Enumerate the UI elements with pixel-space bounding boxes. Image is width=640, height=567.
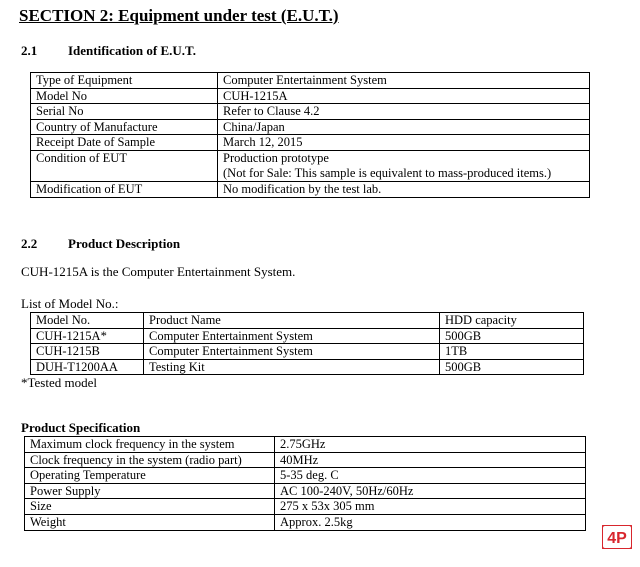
table-row	[25, 514, 586, 530]
table-row	[31, 135, 590, 151]
table-row	[31, 181, 590, 197]
eut-value-line: (Not for Sale: This sample is equivalent to mass-produced items.)	[223, 165, 552, 180]
table-row	[31, 104, 590, 120]
spec-value: AC 100-240V, 50Hz/60Hz	[275, 483, 586, 499]
table-row	[31, 88, 590, 104]
eut-value-line: Production prototype	[223, 150, 329, 165]
table-row	[31, 119, 590, 135]
table-row	[25, 452, 586, 468]
eut-value: Refer to Clause 4.2	[218, 104, 590, 120]
subsection-2-1-heading	[21, 43, 196, 59]
tested-model-note: *Tested model	[21, 375, 97, 390]
eut-value: March 12, 2015	[218, 135, 590, 151]
eut-label: Serial No	[31, 104, 218, 120]
spec-value: 40MHz	[275, 452, 586, 468]
eut-label: Condition of EUT	[31, 150, 218, 181]
spec-value: 5-35 deg. C	[275, 468, 586, 484]
spec-value: 2.75GHz	[275, 437, 586, 453]
spec-label: Weight	[25, 514, 275, 530]
spec-label: Size	[25, 499, 275, 515]
product-specification-table	[24, 436, 586, 531]
table-row	[31, 150, 590, 181]
table-row	[25, 437, 586, 453]
eut-value: No modification by the test lab.	[218, 181, 590, 197]
table-row	[31, 359, 584, 375]
eut-identification-table	[30, 72, 590, 198]
spec-value: 275 x 53x 305 mm	[275, 499, 586, 515]
product-name-cell: Testing Kit	[144, 359, 440, 375]
spec-label: Operating Temperature	[25, 468, 275, 484]
model-list-label: List of Model No.:	[21, 296, 119, 311]
table-row	[25, 499, 586, 515]
table-row	[31, 73, 590, 89]
spec-value: Approx. 2.5kg	[275, 514, 586, 530]
product-name-cell: Computer Entertainment System	[144, 344, 440, 360]
section-title: SECTION 2: Equipment under test (E.U.T.)	[19, 6, 339, 25]
table-row	[31, 328, 584, 344]
table-row	[25, 468, 586, 484]
hdd-capacity-cell: 500GB	[440, 359, 584, 375]
subsection-title: Product Description	[68, 236, 181, 251]
watermark-text: 4P	[607, 530, 627, 547]
subsection-2-2-heading	[21, 236, 180, 252]
subsection-title: Identification of E.U.T.	[68, 43, 196, 58]
model-number-cell: DUH-T1200AA	[31, 359, 144, 375]
eut-label: Model No	[31, 88, 218, 104]
eut-value: Computer Entertainment System	[218, 73, 590, 89]
product-description: CUH-1215A is the Computer Entertainment System.	[21, 264, 296, 279]
column-header: HDD capacity	[440, 313, 584, 329]
eut-label: Country of Manufacture	[31, 119, 218, 135]
hdd-capacity-cell: 1TB	[440, 344, 584, 360]
column-header: Model No.	[31, 313, 144, 329]
product-specification-heading: Product Specification	[21, 420, 141, 435]
table-row	[25, 483, 586, 499]
eut-label: Modification of EUT	[31, 181, 218, 197]
eut-value: CUH-1215A	[218, 88, 590, 104]
watermark-logo-icon	[602, 525, 632, 549]
spec-label: Clock frequency in the system (radio part)	[25, 452, 275, 468]
eut-value	[218, 150, 590, 181]
model-list-table	[30, 312, 584, 375]
table-row	[31, 344, 584, 360]
column-header: Product Name	[144, 313, 440, 329]
product-name-cell: Computer Entertainment System	[144, 328, 440, 344]
eut-label: Type of Equipment	[31, 73, 218, 89]
subsection-number: 2.2	[21, 236, 38, 251]
hdd-capacity-cell: 500GB	[440, 328, 584, 344]
model-number-cell: CUH-1215B	[31, 344, 144, 360]
model-number-cell: CUH-1215A*	[31, 328, 144, 344]
subsection-number: 2.1	[21, 43, 38, 58]
spec-label: Maximum clock frequency in the system	[25, 437, 275, 453]
eut-label: Receipt Date of Sample	[31, 135, 218, 151]
table-header-row	[31, 313, 584, 329]
eut-value: China/Japan	[218, 119, 590, 135]
spec-label: Power Supply	[25, 483, 275, 499]
